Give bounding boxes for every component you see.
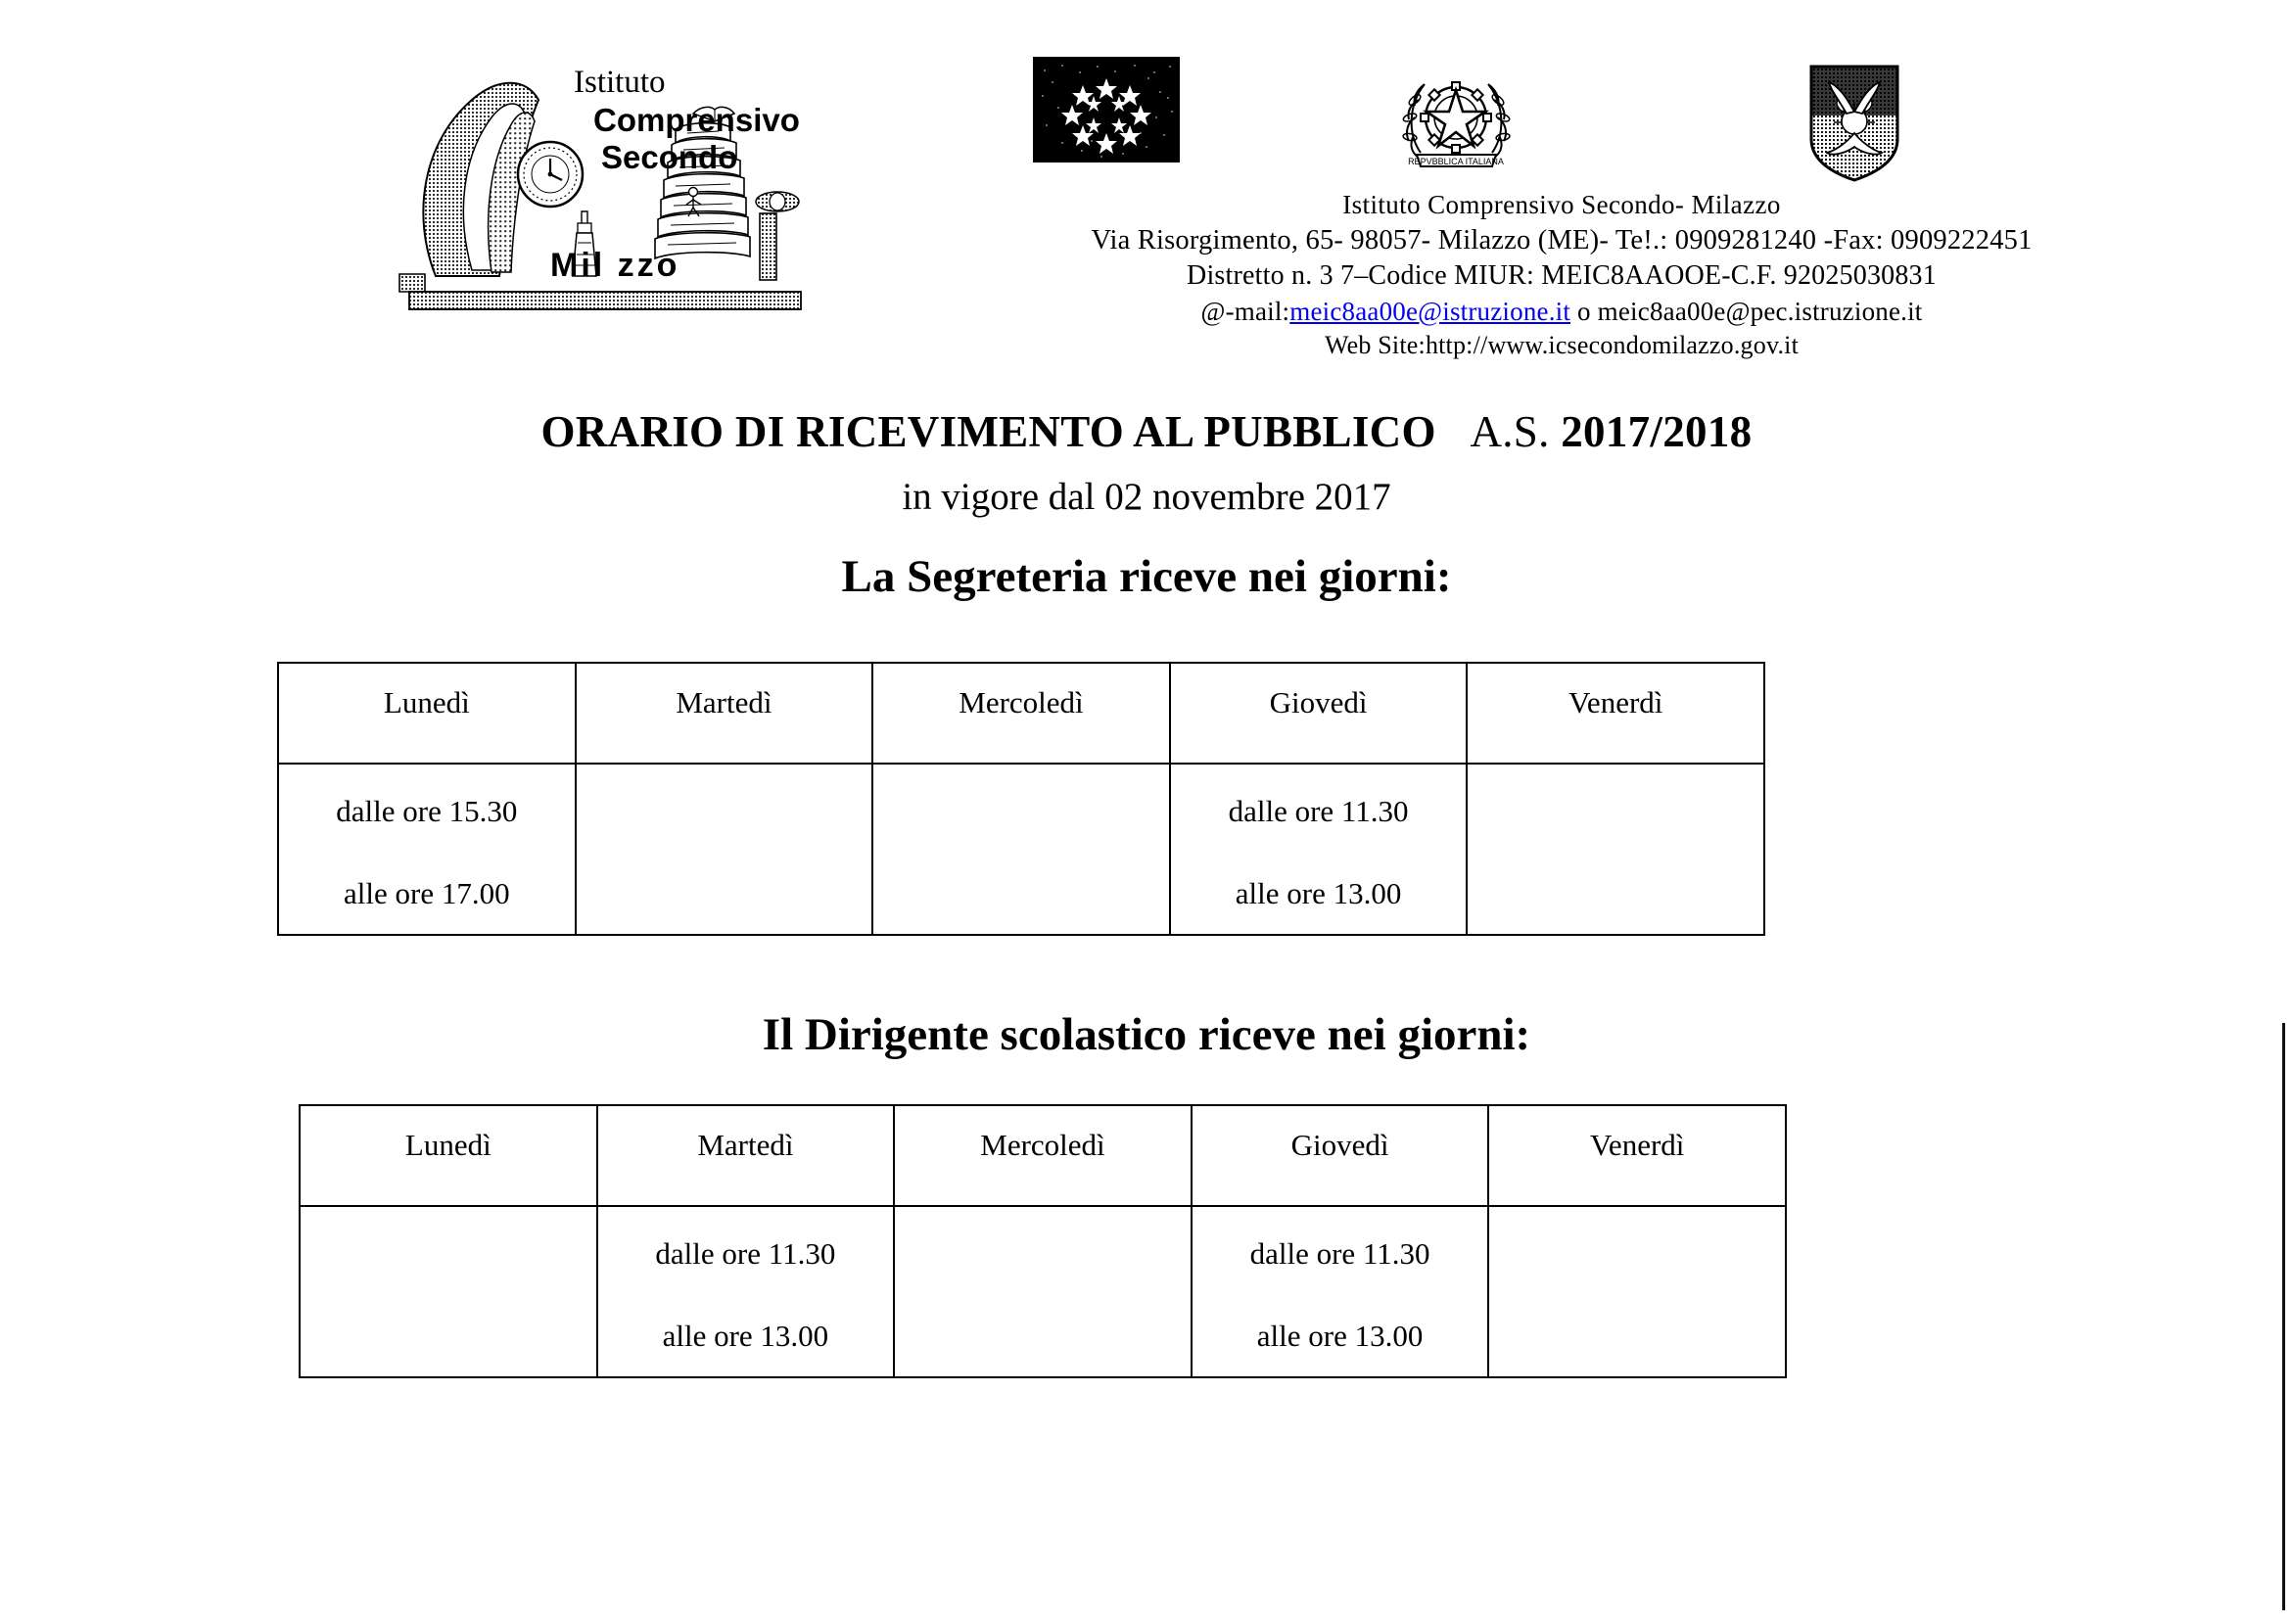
logo-line-secondo: Secondo bbox=[601, 139, 738, 175]
email-secondary: meic8aa00e@pec.istruzione.it bbox=[1597, 296, 1923, 326]
logo-line-milazzo: Mil zzo bbox=[550, 247, 680, 284]
slot-from-time: dalle ore 11.30 bbox=[655, 1236, 836, 1271]
school-contact-block bbox=[940, 188, 2183, 361]
school-email-line bbox=[940, 295, 2183, 329]
slot-cell-martedi bbox=[576, 764, 873, 935]
school-name: Istituto Comprensivo Secondo- Milazzo bbox=[1342, 190, 1781, 219]
school-address: Via Risorgimento, 65- 98057- Milazzo (ME)- Te!.: 0909281240 -Fax: 0909222451 bbox=[1091, 225, 2033, 256]
day-header-lunedi: Lunedì bbox=[278, 663, 576, 764]
letterhead bbox=[0, 29, 2293, 359]
schedule-table-segreteria bbox=[277, 662, 1765, 936]
schedule-table-dirigente bbox=[299, 1104, 1787, 1378]
email-primary-link[interactable]: meic8aa00e@istruzione.it bbox=[1289, 296, 1571, 326]
email-prefix-label: @-mail: bbox=[1200, 296, 1290, 326]
slot-to-time: alle ore 13.00 bbox=[662, 1319, 829, 1353]
slot-cell-lunedi bbox=[278, 764, 576, 935]
scan-edge-artifact bbox=[2282, 1023, 2285, 1610]
logo-line-comprensivo: Comprensivo bbox=[593, 102, 800, 138]
slot-cell-venerdi bbox=[1467, 764, 1764, 935]
day-header-giovedi: Giovedì bbox=[1170, 663, 1468, 764]
day-header-mercoledi: Mercoledì bbox=[894, 1105, 1192, 1206]
slot-from-time: dalle ore 11.30 bbox=[1249, 1236, 1430, 1271]
page-subtitle: in vigore dal 02 novembre 2017 bbox=[902, 476, 1391, 518]
page-title bbox=[0, 406, 2293, 457]
slot-from-time: dalle ore 11.30 bbox=[1228, 794, 1409, 828]
day-header-venerdi: Venerdì bbox=[1488, 1105, 1786, 1206]
slot-to-time: alle ore 17.00 bbox=[344, 876, 510, 910]
european-union-flag-icon bbox=[1033, 57, 1180, 162]
slot-cell-lunedi bbox=[300, 1206, 597, 1377]
table-header-row bbox=[300, 1105, 1786, 1206]
emblem-ribbon-text: REPVBBLICA ITALIANA bbox=[1408, 157, 1504, 166]
day-header-mercoledi: Mercoledì bbox=[872, 663, 1170, 764]
day-header-martedi: Martedì bbox=[597, 1105, 895, 1206]
table-row bbox=[278, 764, 1764, 935]
slot-cell-venerdi bbox=[1488, 1206, 1786, 1377]
school-website: Web Site:http://www.icsecondomilazzo.gov.it bbox=[1324, 330, 1800, 359]
school-district-code: Distretto n. 3 7–Codice MIUR: MEIC8AAOOE-C.F. 92025030831 bbox=[1187, 260, 1937, 292]
slot-to-time: alle ore 13.00 bbox=[1235, 876, 1402, 910]
day-header-giovedi: Giovedì bbox=[1192, 1105, 1489, 1206]
page-title-main: ORARIO DI RICEVIMENTO AL PUBBLICO bbox=[540, 407, 1436, 456]
slot-cell-giovedi bbox=[1192, 1206, 1489, 1377]
table-row bbox=[300, 1206, 1786, 1377]
table-header-row bbox=[278, 663, 1764, 764]
day-header-martedi: Martedì bbox=[576, 663, 873, 764]
school-year-label: A.S. bbox=[1470, 407, 1550, 456]
day-header-lunedi: Lunedì bbox=[300, 1105, 597, 1206]
section-heading-segreteria: La Segreteria riceve nei giorni: bbox=[841, 551, 1452, 602]
slot-to-time: alle ore 13.00 bbox=[1256, 1319, 1424, 1353]
slot-cell-mercoledi bbox=[894, 1206, 1192, 1377]
slot-cell-mercoledi bbox=[872, 764, 1170, 935]
section-heading-dirigente: Il Dirigente scolastico riceve nei giorni: bbox=[762, 1009, 1531, 1060]
slot-from-time: dalle ore 15.30 bbox=[336, 794, 518, 828]
day-header-venerdi: Venerdì bbox=[1467, 663, 1764, 764]
sicilian-region-emblem-icon bbox=[1802, 57, 1907, 184]
school-year-value: 2017/2018 bbox=[1561, 407, 1753, 456]
logo-line-istituto: Istituto bbox=[574, 65, 666, 100]
school-logo bbox=[382, 49, 822, 323]
slot-cell-martedi bbox=[597, 1206, 895, 1377]
slot-cell-giovedi bbox=[1170, 764, 1468, 935]
email-separator: o bbox=[1570, 296, 1598, 326]
italian-republic-emblem-icon bbox=[1395, 57, 1518, 179]
